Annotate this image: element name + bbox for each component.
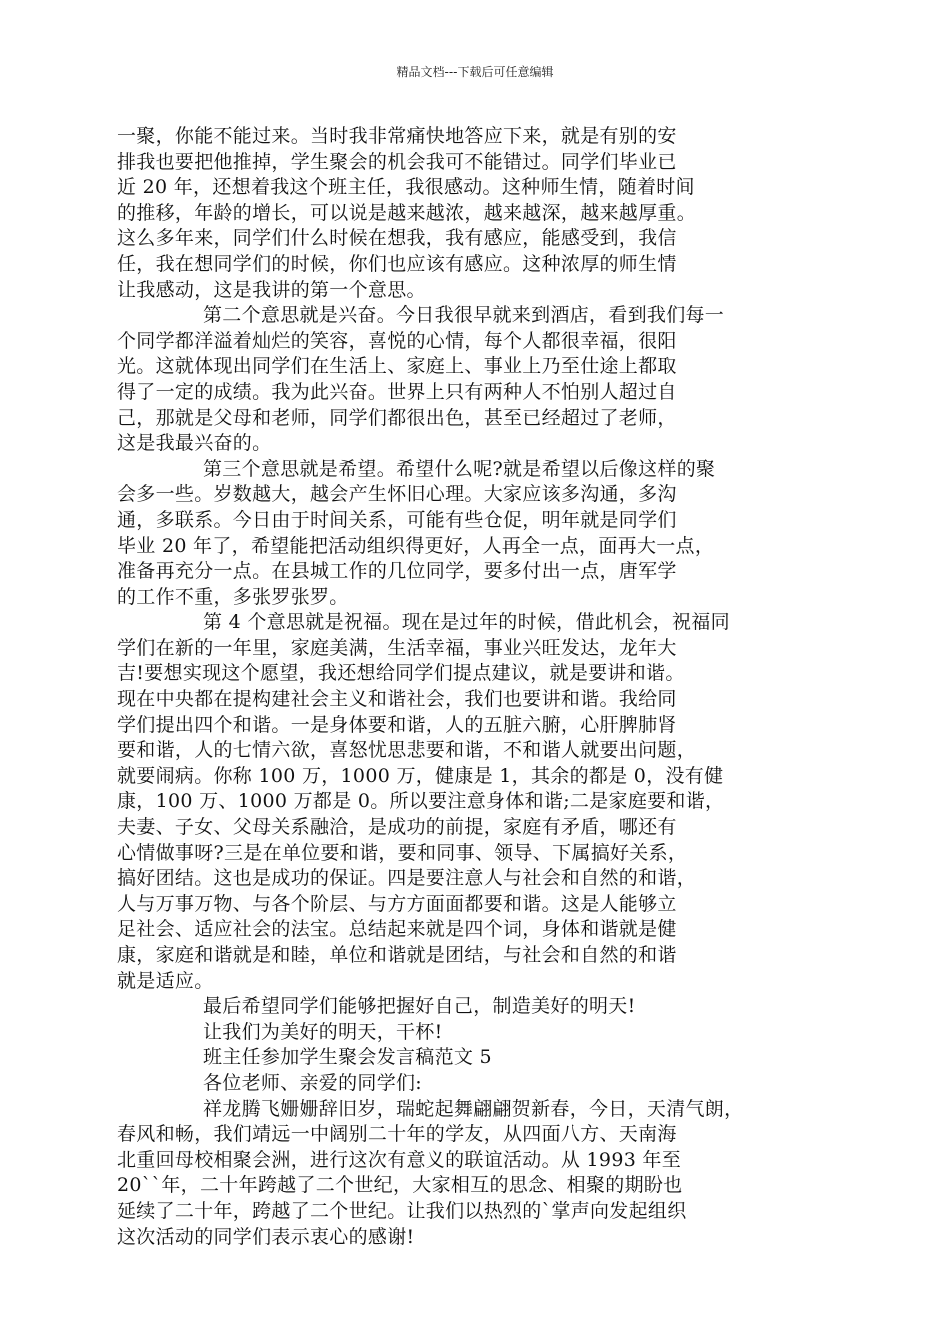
page-header: 精品文档---下载后可任意编辑	[396, 65, 554, 79]
text-line: 这次活动的同学们表示衷心的感谢!	[117, 1225, 415, 1248]
document-body	[117, 124, 837, 1250]
text-line: 的推移，年龄的增长，可以说是越来越浓，越来越深，越来越厚重。	[117, 201, 697, 224]
text-line: 光。这就体现出同学们在生活上、家庭上、事业上乃至仕途上都取	[117, 355, 677, 378]
text-line: 20``年，二十年跨越了二个世纪，大家相互的思念、相聚的期盼也	[117, 1174, 683, 1197]
text-line: 通，多联系。今日由于时间关系，可能有些仓促，明年就是同学们	[117, 508, 677, 531]
text-line: 要和谐，人的七情六欲，喜怒忧思悲要和谐，不和谐人就要出问题，	[117, 739, 697, 762]
text-line: 吉!要想实现这个愿望，我还想给同学们提点建议，就是要讲和谐。	[117, 662, 685, 685]
text-line: 学们提出四个和谐。一是身体要和谐，人的五脏六腑，心肝脾肺肾	[117, 713, 677, 736]
text-line: 学们在新的一年里，家庭美满，生活幸福，事业兴旺发达，龙年大	[117, 636, 677, 659]
text-line: 最后希望同学们能够把握好自己，制造美好的明天!	[203, 995, 636, 1018]
text-line: 第三个意思就是希望。希望什么呢?就是希望以后像这样的聚	[203, 457, 716, 480]
text-line: 夫妻、子女、父母关系融洽，是成功的前提，家庭有矛盾，哪还有	[117, 816, 677, 839]
text-line: 让我感动，这是我讲的第一个意思。	[117, 278, 426, 301]
text-line: 得了一定的成绩。我为此兴奋。世界上只有两种人不怕别人超过自	[117, 380, 677, 403]
text-line: 现在中央都在提构建社会主义和谐社会，我们也要讲和谐。我给同	[117, 688, 677, 711]
text-line: 的工作不重，多张罗张罗。	[117, 585, 349, 608]
text-line: 近 20 年，还想着我这个班主任，我很感动。这种师生情，随着时间	[117, 176, 695, 199]
text-line: 就是适应。	[117, 969, 214, 992]
text-line: 这是我最兴奋的。	[117, 432, 272, 455]
text-line: 春风和畅，我们靖远一中阔别二十年的学友，从四面八方、天南海	[117, 1123, 677, 1146]
text-line: 一聚，你能不能过来。当时我非常痛快地答应下来，就是有别的安	[117, 125, 677, 147]
text-line: 己，那就是父母和老师，同学们都很出色，甚至已经超过了老师，	[117, 406, 677, 429]
text-line: 祥龙腾飞姗姗辞旧岁，瑞蛇起舞翩翩贺新春，今日，天清气朗，	[203, 1097, 744, 1120]
text-line: 足社会、适应社会的法宝。总结起来就是四个词，身体和谐就是健	[117, 918, 677, 941]
text-line: 就要闹病。你称 100 万，1000 万，健康是 1，其余的都是 0，没有健	[117, 764, 724, 787]
text-line: 任，我在想同学们的时候，你们也应该有感应。这种浓厚的师生情	[117, 252, 677, 275]
text-line: 第 4 个意思就是祝福。现在是过年的时候，借此机会，祝福同	[203, 611, 730, 634]
text-line: 准备再充分一点。在县城工作的几位同学，要多付出一点，唐军学	[117, 560, 677, 583]
text-line: 延续了二十年，跨越了二个世纪。让我们以热烈的`掌声向发起组织	[117, 1199, 687, 1222]
text-line: 北重回母校相聚会洲，进行这次有意义的联谊活动。从 1993 年至	[117, 1148, 682, 1171]
text-line: 人与万事万物、与各个阶层、与方方面面都要和谐。这是人能够立	[117, 892, 677, 915]
text-line: 康，100 万、1000 万都是 0。所以要注意身体和谐;二是家庭要和谐，	[117, 790, 725, 813]
text-line: 搞好团结。这也是成功的保证。四是要注意人与社会和自然的和谐，	[117, 867, 697, 890]
text-line: 第二个意思就是兴奋。今日我很早就来到酒店，看到我们每一	[203, 304, 725, 327]
text-line: 心情做事呀?三是在单位要和谐，要和同事、领导、下属搞好关系，	[117, 841, 688, 864]
text-line: 康，家庭和谐就是和睦，单位和谐就是团结，与社会和自然的和谐	[117, 944, 677, 966]
text-line: 毕业 20 年了，希望能把活动组织得更好，人再全一点，面再大一点，	[117, 534, 715, 557]
text-line: 会多一些。岁数越大，越会产生怀旧心理。大家应该多沟通，多沟	[117, 483, 677, 506]
text-line: 排我也要把他推掉，学生聚会的机会我可不能错过。同学们毕业已	[117, 150, 677, 173]
text-line: 个同学都洋溢着灿烂的笑容，喜悦的心情，每个人都很幸福，很阳	[117, 329, 677, 352]
text-line: 各位老师、亲爱的同学们:	[203, 1071, 423, 1094]
text-line: 让我们为美好的明天，干杯!	[203, 1020, 443, 1043]
text-line: 班主任参加学生聚会发言稿范文 5	[203, 1046, 492, 1069]
text-line: 这么多年来，同学们什么时候在想我，我有感应，能感受到，我信	[117, 227, 677, 250]
